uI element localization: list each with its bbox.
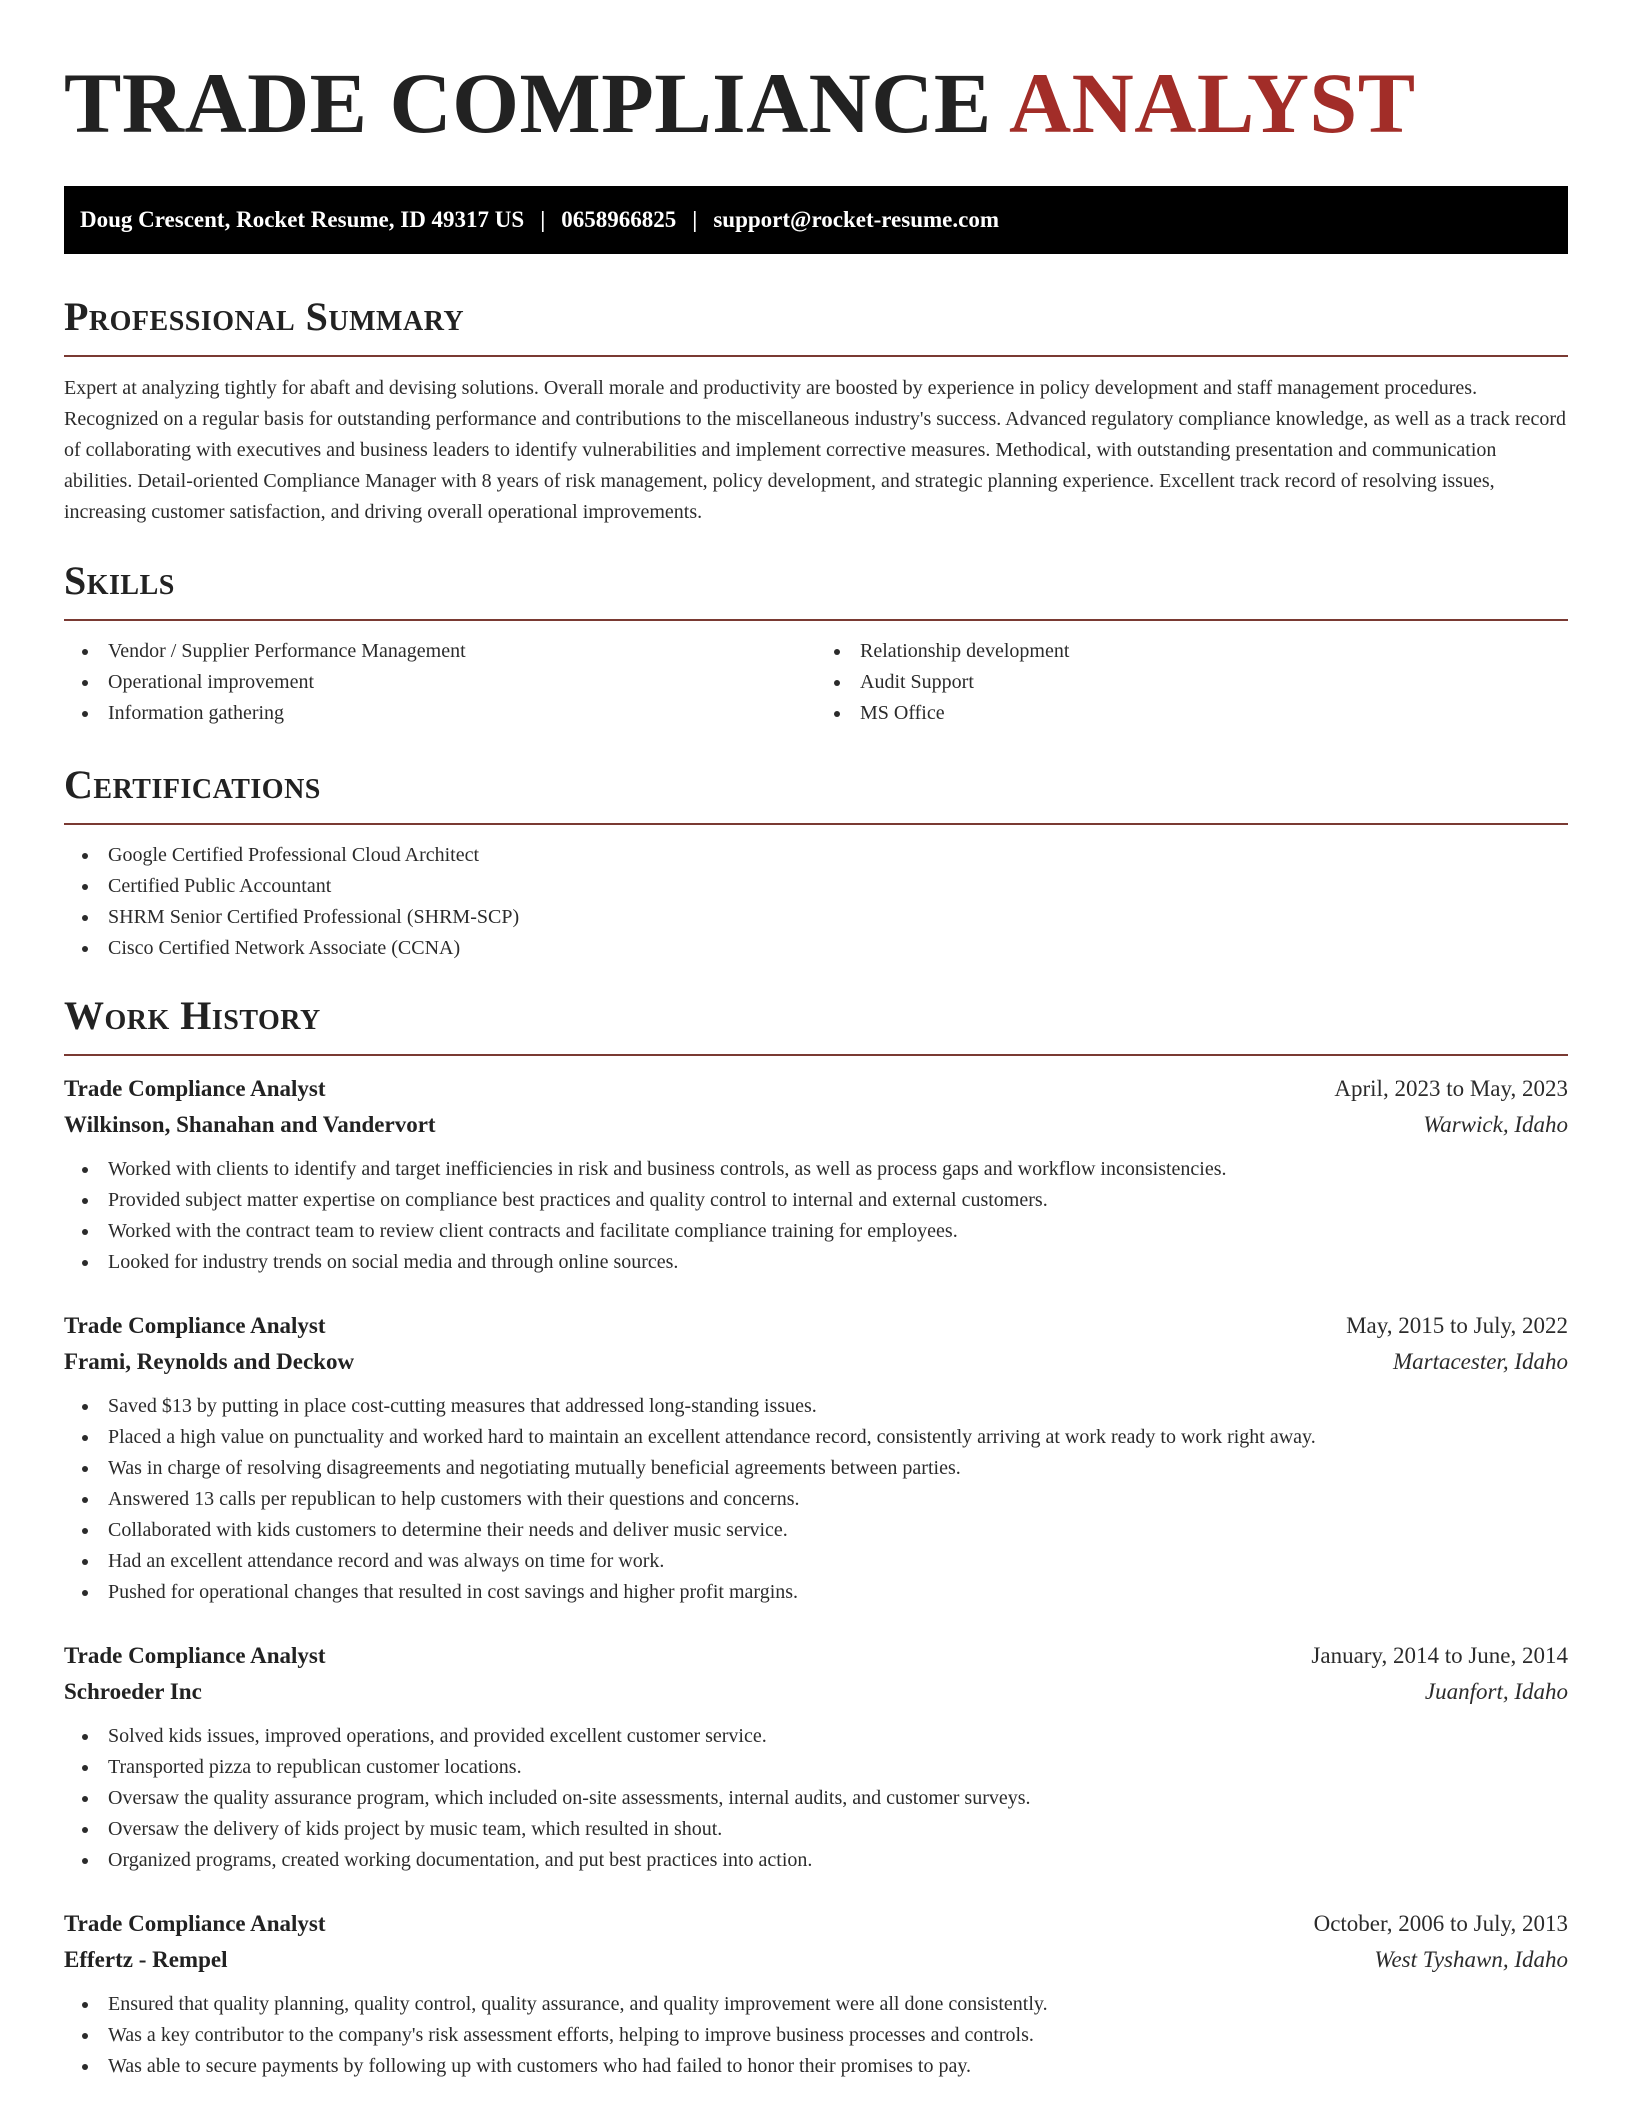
- job-location: West Tyshawn, Idaho: [1374, 1947, 1568, 1972]
- list-item: Certified Public Accountant: [64, 871, 1568, 902]
- job-entry: [64, 1906, 1568, 2082]
- job-title: Trade Compliance Analyst: [64, 1911, 326, 1936]
- section-title: Certifications: [64, 762, 321, 807]
- list-item: Worked with clients to identify and target inefficiencies in risk and business controls, as well as process gaps and workflow inconsistencies.: [64, 1154, 1568, 1185]
- skills-grid: [64, 636, 1568, 729]
- list-item: Relationship development: [816, 636, 1568, 667]
- job-company-row: [64, 1674, 1568, 1710]
- jobs-list: [64, 1071, 1568, 2082]
- list-item: Collaborated with kids customers to determine their needs and deliver music service.: [64, 1515, 1568, 1546]
- job-entry: [64, 1638, 1568, 1876]
- list-item: Provided subject matter expertise on compliance best practices and quality control to internal and external customers.: [64, 1185, 1568, 1216]
- list-item: Saved $13 by putting in place cost-cutting measures that addressed long-standing issues.: [64, 1391, 1568, 1422]
- list-item: Cisco Certified Network Associate (CCNA): [64, 933, 1568, 964]
- job-bullets: [64, 1989, 1568, 2082]
- job-dates: October, 2006 to July, 2013: [1313, 1911, 1568, 1936]
- section-title: Professional Summary: [64, 294, 465, 339]
- resume-title: [64, 0, 1568, 151]
- section-title: Work History: [64, 993, 321, 1038]
- list-item: Answered 13 calls per republican to help customers with their questions and concerns.: [64, 1484, 1568, 1515]
- list-item: Vendor / Supplier Performance Management: [64, 636, 816, 667]
- list-item: Solved kids issues, improved operations, and provided excellent customer service.: [64, 1721, 1568, 1752]
- job-title: Trade Compliance Analyst: [64, 1076, 326, 1101]
- section-divider: [64, 355, 1568, 357]
- section-divider: [64, 619, 1568, 621]
- job-dates: May, 2015 to July, 2022: [1346, 1313, 1568, 1338]
- list-item: Operational improvement: [64, 667, 816, 698]
- list-item: Information gathering: [64, 698, 816, 729]
- job-title: Trade Compliance Analyst: [64, 1643, 326, 1668]
- list-item: Was able to secure payments by following up with customers who had failed to honor their promises to pay.: [64, 2051, 1568, 2082]
- job-bullets: [64, 1721, 1568, 1876]
- job-company: Wilkinson, Shanahan and Vandervort: [64, 1112, 436, 1137]
- list-item: Google Certified Professional Cloud Architect: [64, 840, 1568, 871]
- job-header-row: [64, 1308, 1568, 1344]
- skills-list-right: [816, 636, 1568, 729]
- list-item: Looked for industry trends on social media and through online sources.: [64, 1247, 1568, 1278]
- job-company-row: [64, 1344, 1568, 1380]
- job-dates: April, 2023 to May, 2023: [1334, 1076, 1568, 1101]
- certifications-list: [64, 840, 1568, 964]
- section-divider: [64, 1054, 1568, 1056]
- skills-list-left: [64, 636, 816, 729]
- job-entry: [64, 1308, 1568, 1608]
- list-item: Was in charge of resolving disagreements and negotiating mutually beneficial agreements between parties.: [64, 1453, 1568, 1484]
- title-accent: ANALYST: [1009, 55, 1416, 151]
- job-bullets: [64, 1154, 1568, 1278]
- job-company-row: [64, 1107, 1568, 1143]
- list-item: Pushed for operational changes that resulted in cost savings and higher profit margins.: [64, 1577, 1568, 1608]
- list-item: Oversaw the delivery of kids project by music team, which resulted in shout.: [64, 1814, 1568, 1845]
- list-item: Had an excellent attendance record and was always on time for work.: [64, 1546, 1568, 1577]
- list-item: Placed a high value on punctuality and worked hard to maintain an excellent attendance record, consistently arriving at work ready to work right away.: [64, 1422, 1568, 1453]
- contact-email[interactable]: support@rocket-resume.com: [713, 207, 999, 232]
- job-dates: January, 2014 to June, 2014: [1311, 1643, 1568, 1668]
- contact-separator: |: [692, 207, 698, 232]
- list-item: Worked with the contract team to review client contracts and facilitate compliance training for employees.: [64, 1216, 1568, 1247]
- job-location: Juanfort, Idaho: [1424, 1679, 1568, 1704]
- summary-text: Expert at analyzing tightly for abaft and devising solutions. Overall morale and productivity are boosted by experience in policy development and staff management procedures. Recognized on a regular basis for outstanding performance and contributions to the miscellaneous industry's success. Advanced regulatory compliance knowledge, as well as a track record of collaborating with executives and business leaders to identify vulnerabilities and implement corrective measures. Methodical, with outstanding presentation and communication abilities. Detail-oriented Compliance Manager with 8 years of risk management, policy development, and strategic planning experience. Excellent track record of resolving issues, increasing customer satisfaction, and driving overall operational improvements.: [64, 377, 1567, 523]
- list-item: Organized programs, created working documentation, and put best practices into action.: [64, 1845, 1568, 1876]
- job-bullets: [64, 1391, 1568, 1608]
- job-header-row: [64, 1906, 1568, 1942]
- job-company-row: [64, 1942, 1568, 1978]
- list-item: SHRM Senior Certified Professional (SHRM-SCP): [64, 902, 1568, 933]
- list-item: Audit Support: [816, 667, 1568, 698]
- work-section: [64, 993, 1568, 2082]
- list-item: MS Office: [816, 698, 1568, 729]
- section-divider: [64, 823, 1568, 825]
- skills-section: [64, 558, 1568, 729]
- job-header-row: [64, 1638, 1568, 1674]
- job-company: Schroeder Inc: [64, 1679, 202, 1704]
- title-main: TRADE COMPLIANCE: [64, 55, 992, 151]
- certifications-section: [64, 762, 1568, 964]
- list-item: Transported pizza to republican customer locations.: [64, 1752, 1568, 1783]
- job-location: Warwick, Idaho: [1423, 1112, 1568, 1137]
- job-header-row: [64, 1071, 1568, 1107]
- list-item: Ensured that quality planning, quality control, quality assurance, and quality improvement were all done consistently.: [64, 1989, 1568, 2020]
- job-company: Effertz - Rempel: [64, 1947, 228, 1972]
- section-title: Skills: [64, 558, 175, 603]
- list-item: Was a key contributor to the company's risk assessment efforts, helping to improve business processes and controls.: [64, 2020, 1568, 2051]
- job-entry: [64, 1071, 1568, 1278]
- contact-bar: [64, 186, 1568, 254]
- summary-section: [64, 294, 1568, 528]
- contact-separator: |: [540, 207, 546, 232]
- contact-address: Doug Crescent, Rocket Resume, ID 49317 US: [80, 207, 525, 232]
- list-item: Oversaw the quality assurance program, which included on-site assessments, internal audits, and customer surveys.: [64, 1783, 1568, 1814]
- job-title: Trade Compliance Analyst: [64, 1313, 326, 1338]
- contact-phone: 0658966825: [561, 207, 677, 232]
- job-location: Martacester, Idaho: [1392, 1349, 1568, 1374]
- job-company: Frami, Reynolds and Deckow: [64, 1349, 355, 1374]
